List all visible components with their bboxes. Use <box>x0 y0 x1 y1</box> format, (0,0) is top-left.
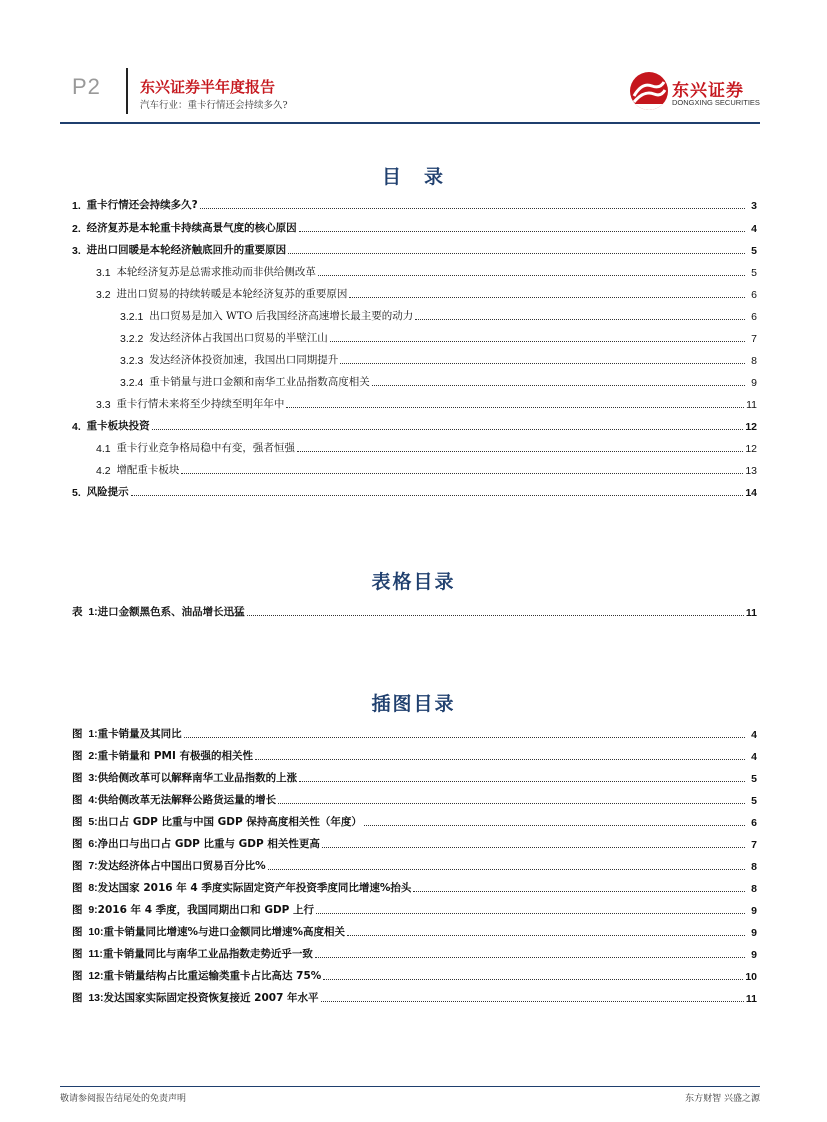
dot-leader <box>299 780 745 782</box>
toc-entry-page: 9 <box>751 377 757 389</box>
dot-leader <box>297 450 743 452</box>
toc-entry-text: 发达国家实际固定投资恢复接近 2007 年水平 <box>103 992 319 1004</box>
toc-entry-page: 12 <box>745 443 757 455</box>
toc-entry-number: 3.2 <box>96 289 117 301</box>
toc-entry-text: 进出口回暖是本轮经济触底回升的重要原因 <box>86 244 287 256</box>
dot-leader <box>286 406 744 408</box>
dot-leader <box>288 252 745 254</box>
toc-entry[interactable] <box>96 439 757 455</box>
toc-entry-text: 出口占 GDP 比重与中国 GDP 保持高度相关性（年度） <box>97 816 362 828</box>
toc-entry[interactable] <box>72 813 757 829</box>
table-toc-title: 表格目录 <box>371 571 456 593</box>
toc-entry-number: 4. <box>72 421 87 433</box>
toc-entry-number: 图 10: <box>72 926 104 938</box>
toc-entry-number: 图 1: <box>72 728 98 740</box>
toc-entry-text: 重卡行情未来将至少持续至明年年中 <box>116 398 285 410</box>
toc-entry[interactable] <box>72 769 757 785</box>
dot-leader <box>152 428 744 430</box>
dot-leader <box>321 1000 744 1002</box>
toc-entry-number: 图 13: <box>72 992 104 1004</box>
toc-entry-page: 11 <box>746 399 757 411</box>
toc-entry-number: 图 3: <box>72 772 98 784</box>
toc-entry-number: 1. <box>72 200 87 212</box>
toc-entry-number: 3.2.3 <box>120 355 150 367</box>
toc-entry-page: 8 <box>751 861 757 873</box>
toc-entry-page: 7 <box>751 333 757 345</box>
toc-entry-text: 本轮经济复苏是总需求推动而非供给侧改革 <box>116 266 316 278</box>
toc-entry-number: 3.2.2 <box>120 333 150 345</box>
toc-entry-text: 重卡销量同比与南华工业品指数走势近乎一致 <box>102 948 313 960</box>
toc-entry-page: 5 <box>751 795 757 807</box>
toc-entry-text: 重卡销量同比增速%与进口金额同比增速%高度相关 <box>103 926 346 938</box>
dot-leader <box>330 340 745 342</box>
toc-entry-page: 11 <box>745 607 757 619</box>
dot-leader <box>255 758 745 760</box>
dot-leader <box>415 318 745 320</box>
dot-leader <box>131 494 744 496</box>
dot-leader <box>181 472 743 474</box>
toc-entry-number: 表 1: <box>72 606 98 618</box>
footer-rule <box>60 1086 760 1087</box>
dot-leader <box>278 802 745 804</box>
toc-entry-text: 重卡行业竞争格局稳中有变，强者恒强 <box>116 442 295 454</box>
toc-entry-text: 进口金额黑色系、油品增长迅猛 <box>97 606 245 618</box>
toc-entry-number: 4.1 <box>96 443 117 455</box>
toc-entry[interactable] <box>120 373 757 389</box>
toc-entry-page: 9 <box>751 949 757 961</box>
toc-entry[interactable] <box>120 307 757 323</box>
toc-entry[interactable] <box>72 901 757 917</box>
toc-entry[interactable] <box>96 285 757 301</box>
toc-entry-number: 3.2.4 <box>120 377 150 389</box>
toc-entry-text: 重卡行情还会持续多久? <box>86 199 198 211</box>
toc-entry-page: 6 <box>751 289 757 301</box>
toc-entry-page: 11 <box>745 993 757 1005</box>
toc-entry[interactable] <box>72 241 757 257</box>
toc-entry[interactable] <box>72 791 757 807</box>
page-number: P2 <box>72 74 101 99</box>
toc-entry-number: 5. <box>72 487 87 499</box>
logo-name: 东兴证券 <box>672 81 744 101</box>
dot-leader <box>268 868 745 870</box>
toc-entry-number: 4.2 <box>96 465 117 477</box>
toc-entry-text: 重卡销量结构占比重运输类重卡占比高达 75% <box>103 970 322 982</box>
figure-toc-title: 插图目录 <box>371 693 456 715</box>
toc-entry[interactable] <box>72 967 757 983</box>
toc-entry-page: 5 <box>751 267 757 279</box>
dot-leader <box>318 274 745 276</box>
dot-leader <box>340 362 745 364</box>
toc-entry-page: 4 <box>751 729 757 741</box>
dot-leader <box>323 978 743 980</box>
footer-disclaimer: 敬请参阅报告结尾处的免责声明 <box>60 1094 187 1104</box>
toc-entry-page: 10 <box>745 971 757 983</box>
toc-entry[interactable] <box>72 879 757 895</box>
toc-entry-text: 增配重卡板块 <box>116 464 180 476</box>
footer-slogan: 东方财智 兴盛之源 <box>685 1094 760 1104</box>
toc-entry[interactable] <box>72 483 757 499</box>
toc-entry[interactable] <box>72 857 757 873</box>
toc-entry-page: 8 <box>751 883 757 895</box>
toc-entry-text: 重卡销量与进口金额和南华工业品指数高度相关 <box>149 376 370 388</box>
dot-leader <box>316 912 745 914</box>
toc-entry-text: 进出口贸易的持续转暖是本轮经济复苏的重要原因 <box>116 288 348 300</box>
toc-entry[interactable] <box>96 395 757 411</box>
toc-entry[interactable] <box>120 351 757 367</box>
toc-entry-number: 图 11: <box>72 948 103 960</box>
toc-entry-text: 发达经济体占中国出口贸易百分比% <box>97 860 266 872</box>
toc-entry-number: 3.1 <box>96 267 117 279</box>
toc-entry[interactable] <box>72 417 757 433</box>
report-subtitle: 汽车行业：重卡行情还会持续多久? <box>140 100 288 111</box>
toc-entry-page: 6 <box>751 817 757 829</box>
report-title: 东兴证券半年度报告 <box>140 78 276 96</box>
toc-entry-number: 图 12: <box>72 970 104 982</box>
toc-entry-text: 出口贸易是加入 WTO 后我国经济高速增长最主要的动力 <box>149 310 414 322</box>
toc-entry-text: 净出口与出口占 GDP 比重与 GDP 相关性更高 <box>97 838 320 850</box>
toc-entry-number: 3.2.1 <box>120 311 150 323</box>
toc-entry-page: 14 <box>745 487 757 499</box>
toc-entry-text: 2016 年 4 季度，我国同期出口和 GDP 上行 <box>97 904 315 916</box>
toc-entry-text: 重卡销量和 PMI 有极强的相关性 <box>97 750 254 762</box>
toc-entry-number: 图 6: <box>72 838 98 850</box>
toc-entry[interactable] <box>72 603 757 619</box>
dot-leader <box>349 296 745 298</box>
toc-entry[interactable] <box>72 923 757 939</box>
toc-entry-page: 7 <box>751 839 757 851</box>
dot-leader <box>247 614 744 616</box>
toc-entry[interactable] <box>72 725 757 741</box>
toc-entry-text: 风险提示 <box>86 486 129 498</box>
toc-entry-text: 重卡板块投资 <box>86 420 150 432</box>
toc-entry-number: 图 2: <box>72 750 98 762</box>
dot-leader <box>299 230 745 232</box>
toc-entry-number: 3. <box>72 245 87 257</box>
toc-entry-text: 发达经济体占我国出口贸易的半壁江山 <box>149 332 328 344</box>
dot-leader <box>347 934 745 936</box>
toc-entry-number: 3.3 <box>96 399 117 411</box>
toc-entry[interactable] <box>72 747 757 763</box>
dot-leader <box>322 846 745 848</box>
toc-entry-page: 8 <box>751 355 757 367</box>
toc-entry[interactable] <box>72 219 757 235</box>
toc-entry[interactable] <box>120 329 757 345</box>
dot-leader <box>184 736 745 738</box>
dot-leader <box>413 890 745 892</box>
logo-english-name: DONGXING SECURITIES <box>672 98 760 107</box>
dot-leader <box>372 384 745 386</box>
dot-leader <box>200 207 745 209</box>
toc-entry-number: 图 7: <box>72 860 98 872</box>
toc-entry-page: 3 <box>751 200 757 212</box>
toc-entry[interactable] <box>72 196 757 212</box>
toc-entry-text: 重卡销量及其同比 <box>97 728 182 740</box>
toc-entry-page: 4 <box>751 751 757 763</box>
toc-entry[interactable] <box>72 989 757 1005</box>
toc-entry-page: 9 <box>751 927 757 939</box>
toc-entry-page: 6 <box>751 311 757 323</box>
toc-title: 目 录 <box>381 166 445 188</box>
toc-entry-page: 5 <box>751 773 757 785</box>
toc-entry-number: 图 4: <box>72 794 98 806</box>
toc-entry-number: 2. <box>72 223 87 235</box>
toc-entry[interactable] <box>72 945 757 961</box>
header-rule <box>60 122 760 124</box>
toc-entry-number: 图 9: <box>72 904 98 916</box>
toc-entry-number: 图 5: <box>72 816 98 828</box>
toc-entry[interactable] <box>96 461 757 477</box>
company-logo <box>630 72 760 114</box>
header-divider <box>126 68 128 114</box>
toc-entry-text: 供给侧改革可以解释南华工业品指数的上涨 <box>97 772 298 784</box>
toc-entry-text: 发达国家 2016 年 4 季度实际固定资产年投资季度同比增速%抬头 <box>97 882 412 894</box>
toc-entry[interactable] <box>72 835 757 851</box>
toc-entry-page: 4 <box>751 223 757 235</box>
dot-leader <box>315 956 745 958</box>
toc-entry-page: 5 <box>751 245 757 257</box>
toc-entry-number: 图 8: <box>72 882 98 894</box>
logo-mark-icon <box>630 72 668 110</box>
toc-entry-text: 经济复苏是本轮重卡持续高景气度的核心原因 <box>86 222 297 234</box>
toc-entry-text: 供给侧改革无法解释公路货运量的增长 <box>97 794 277 806</box>
toc-entry[interactable] <box>96 263 757 279</box>
toc-entry-page: 13 <box>745 465 757 477</box>
toc-entry-page: 12 <box>745 421 757 433</box>
dot-leader <box>364 824 745 826</box>
toc-entry-page: 9 <box>751 905 757 917</box>
toc-entry-text: 发达经济体投资加速，我国出口同期提升 <box>149 354 339 366</box>
